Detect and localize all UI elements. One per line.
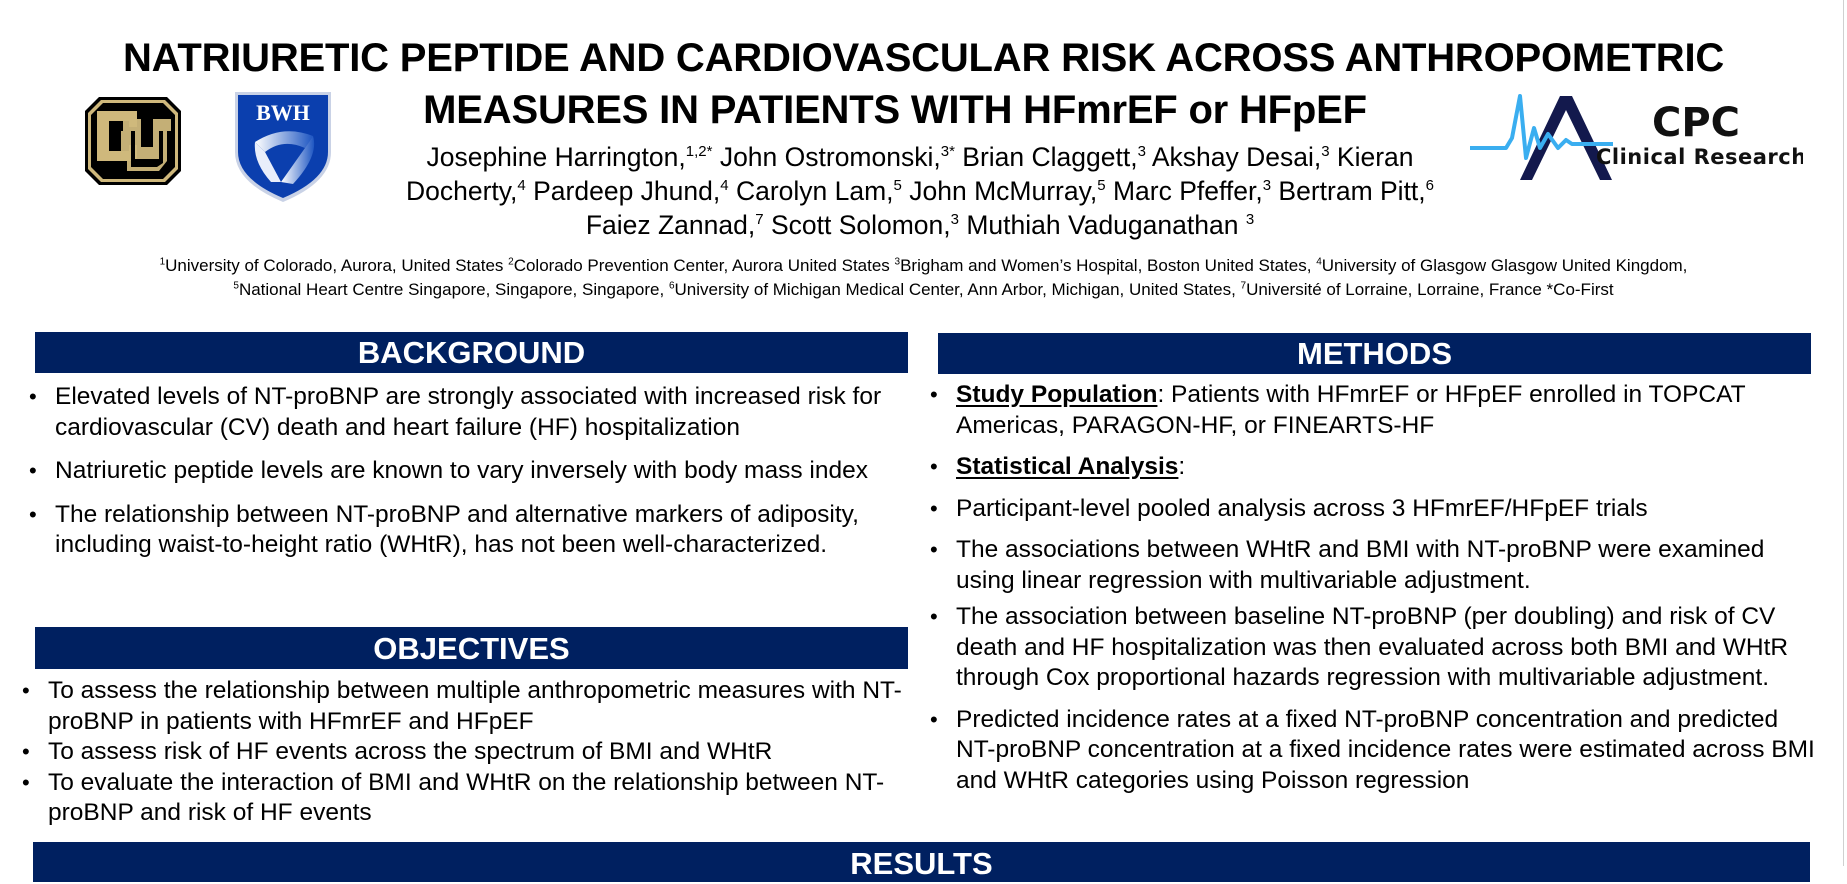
methods-item: • Participant-level pooled analysis across 3 HFmrEF/HFpEF trials <box>928 494 1818 525</box>
author: Scott Solomon,$^3$ <box>763 210 959 240</box>
methods-item: • The associations between WHtR and BMI with NT-proBNP were examined using linear regression with multivariable adjustment. <box>928 535 1818 596</box>
background-list <box>27 382 907 574</box>
methods-list <box>928 380 1818 802</box>
author: Josephine Harrington,$^{1,2*}$ <box>426 142 713 172</box>
poster-title-line-2: MEASURES IN PATIENTS WITH HFmrEF or HFpEF <box>423 88 1367 132</box>
background-item: • Natriuretic peptide levels are known to vary inversely with body mass index <box>27 456 907 487</box>
author: Bertram Pitt,$^6$ <box>1271 176 1435 206</box>
bwh-logo <box>233 90 333 203</box>
author: John Ostromonski,$^{3*}$ <box>712 142 955 172</box>
author: Faiez Zannad,$^7$ <box>585 210 764 240</box>
svg-text:CPC: CPC <box>1652 100 1741 146</box>
author: Brian Claggett,$^3$ <box>954 142 1146 172</box>
methods-item: • Predicted incidence rates at a fixed NT-proBNP concentration and predicted NT-proBNP concentration at a fixed incidence rates were estimated across BMI and WHtR categories using Poisson regression <box>928 705 1818 797</box>
author-list <box>380 140 1460 242</box>
author: Pardeep Jhund,$^4$ <box>525 176 729 206</box>
methods-statistical-analysis: • Statistical Analysis: <box>928 452 1818 483</box>
methods-item: • The association between baseline NT-proBNP (per doubling) and risk of CV death and HF hospitalization was then evaluated across both BMI and WHtR through Cox proportional hazards regression with multivariable adjustment. <box>928 602 1818 694</box>
author: John McMurray,$^5$ <box>901 176 1106 206</box>
objectives-header: OBJECTIVES <box>35 627 908 669</box>
poster-title-line-1: NATRIURETIC PEPTIDE AND CARDIOVASCULAR RISK ACROSS ANTHROPOMETRIC <box>122 36 1725 80</box>
cpc-clinical-research-logo <box>1468 92 1803 188</box>
results-header: RESULTS <box>33 842 1810 882</box>
methods-header: METHODS <box>938 333 1811 374</box>
affiliations: $^1$University of Colorado, Aurora, United States $^2$Colorado Prevention Center, Aurora United States $^3$Brigham and Women’s Hospital, Boston United States, $^4$University of Glasgow Glasgow United Kingdom, $^5$National Heart Centre Singapore, Singapore, Singapore, $^6$University of Michigan Medical Center, Ann Arbor, Michigan, United States, $^7$Université of Lorraine, Lorraine, France *Co-First <box>159 256 1688 299</box>
objective-item: • To evaluate the interaction of BMI and WHtR on the relationship between NT-proBNP and risk of HF events <box>20 768 910 829</box>
methods-study-population: • Study Population: Patients with HFmrEF or HFpEF enrolled in TOPCAT Americas, PARAGON-HF, or FINEARTS-HF <box>928 380 1818 441</box>
cpc-mountain-ecg-icon <box>1468 92 1803 188</box>
author: Marc Pfeffer,$^3$ <box>1105 176 1272 206</box>
svg-text:BWH: BWH <box>256 100 310 125</box>
cu-logo <box>85 97 181 185</box>
background-header: BACKGROUND <box>35 332 908 373</box>
cu-logo-icon <box>85 97 181 185</box>
author: Akshay Desai,$^3$ <box>1145 142 1330 172</box>
background-item: • Elevated levels of NT-proBNP are strongly associated with increased risk for cardiovascular (CV) death and heart failure (HF) hospitalization <box>27 382 907 443</box>
svg-text:Clinical Research: Clinical Research <box>1596 145 1803 169</box>
objective-item: • To assess the relationship between multiple anthropometric measures with NT-proBNP in patients with HFmrEF and HFpEF <box>20 676 910 737</box>
objective-item: • To assess risk of HF events across the spectrum of BMI and WHtR <box>20 737 910 768</box>
objectives-list <box>20 676 910 829</box>
author: Carolyn Lam,$^5$ <box>728 176 902 206</box>
author: Kieran Docherty,$^4$ <box>405 142 1414 206</box>
page-right-border <box>1843 0 1844 866</box>
bwh-shield-icon <box>233 90 333 203</box>
author: Muthiah Vaduganathan $^3$ <box>959 210 1255 240</box>
background-item: • The relationship between NT-proBNP and alternative markers of adiposity, including waist-to-height ratio (WHtR), has not been well-characterized. <box>27 500 907 561</box>
